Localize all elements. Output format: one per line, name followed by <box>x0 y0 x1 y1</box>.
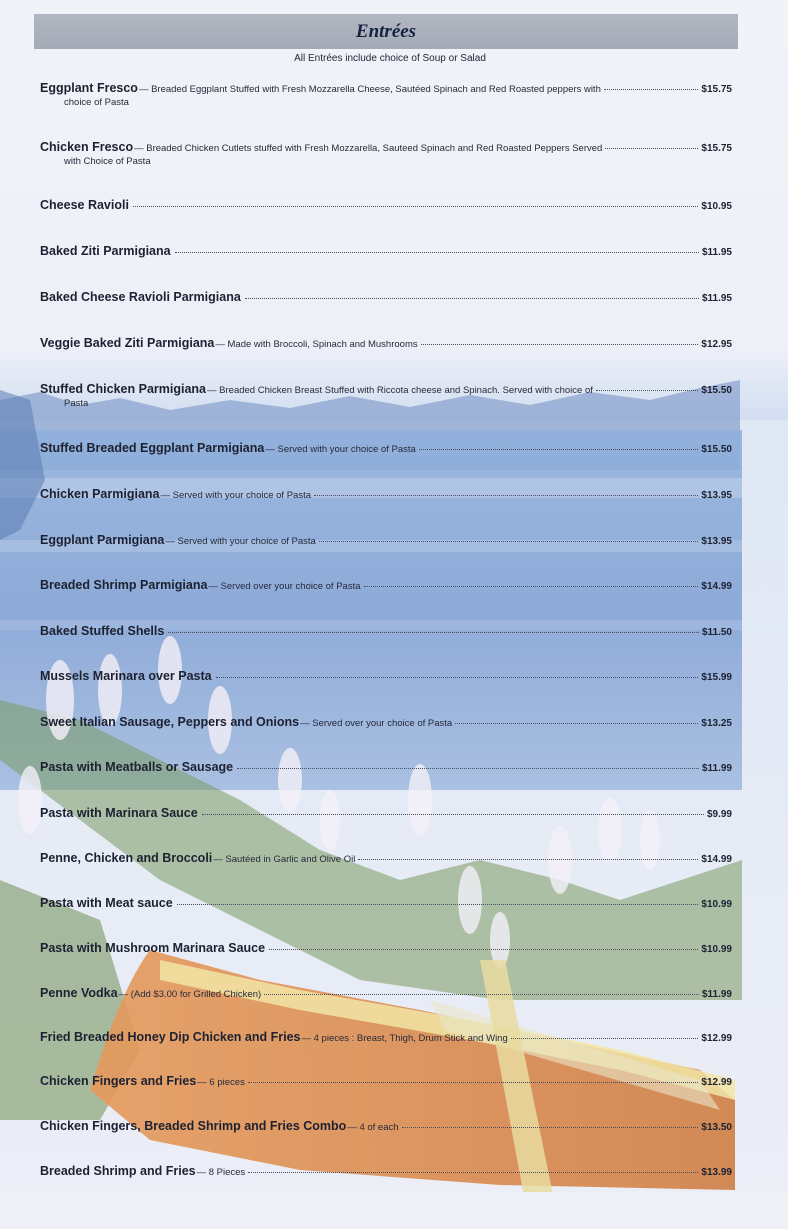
item-description: — Sautéed in Garlic and Olive Oil <box>213 854 356 865</box>
item-description-continued: with Choice of Pasta <box>64 156 151 167</box>
dot-leader <box>245 297 699 299</box>
item-price: $14.99 <box>701 854 732 865</box>
dot-leader <box>402 1126 699 1128</box>
item-name: Pasta with Mushroom Marinara Sauce <box>40 941 266 955</box>
menu-item <box>40 441 732 455</box>
item-description: — Served with your choice of Pasta <box>160 490 311 501</box>
item-name: Eggplant Fresco <box>40 81 138 95</box>
item-description: — Made with Broccoli, Spinach and Mushrooms <box>215 339 418 350</box>
dot-leader <box>237 767 699 769</box>
item-price: $14.99 <box>701 581 732 592</box>
menu-item <box>40 336 732 350</box>
item-price: $11.99 <box>701 763 732 774</box>
item-description: — Breaded Chicken Breast Stuffed with Riccota cheese and Spinach. Served with choice of <box>207 385 593 396</box>
dot-leader <box>248 1081 699 1083</box>
item-description: — Served with your choice of Pasta <box>165 536 316 547</box>
dot-leader <box>175 251 699 253</box>
item-price: $13.50 <box>701 1122 732 1133</box>
item-name: Cheese Ravioli <box>40 198 129 212</box>
menu-item <box>40 578 732 592</box>
menu-item <box>40 533 732 547</box>
item-price: $11.95 <box>701 293 732 304</box>
menu-item <box>40 986 732 1000</box>
item-price: $12.99 <box>701 1077 732 1088</box>
item-name: Sweet Italian Sausage, Peppers and Onions <box>40 715 300 729</box>
page-subtitle: All Entrées include choice of Soup or Salad <box>294 53 486 64</box>
menu-item <box>40 806 732 820</box>
item-price: $10.99 <box>701 899 732 910</box>
item-name: Penne Vodka <box>40 986 118 1000</box>
dot-leader <box>455 722 698 724</box>
dot-leader <box>314 494 698 496</box>
dot-leader <box>216 676 699 678</box>
menu-item <box>40 760 732 774</box>
item-price: $11.95 <box>701 247 732 258</box>
menu-item <box>40 941 732 955</box>
dot-leader <box>133 205 698 207</box>
menu-item <box>40 140 732 167</box>
item-name: Fried Breaded Honey Dip Chicken and Fries <box>40 1030 301 1044</box>
item-description: — 6 pieces <box>197 1077 245 1088</box>
item-price: $13.95 <box>701 536 732 547</box>
item-name: Stuffed Chicken Parmigiana <box>40 382 207 396</box>
dot-leader <box>421 343 699 345</box>
title-bar <box>34 14 738 49</box>
item-price: $12.99 <box>701 1033 732 1044</box>
item-name: Mussels Marinara over Pasta <box>40 669 212 683</box>
menu-item <box>40 624 732 638</box>
item-price: $11.99 <box>701 989 732 1000</box>
item-price: $12.95 <box>701 339 732 350</box>
menu-item <box>40 1074 732 1088</box>
dot-leader <box>264 993 699 995</box>
item-price: $13.99 <box>701 1167 732 1178</box>
item-price: $10.95 <box>701 201 732 212</box>
item-name: Chicken Fresco <box>40 140 134 154</box>
dot-leader <box>511 1037 699 1039</box>
item-name: Breaded Shrimp and Fries <box>40 1164 196 1178</box>
item-name: Chicken Parmigiana <box>40 487 160 501</box>
dot-leader <box>269 948 698 950</box>
item-price: $9.99 <box>706 809 732 820</box>
item-description-continued: choice of Pasta <box>64 97 129 108</box>
item-name: Baked Ziti Parmigiana <box>40 244 171 258</box>
menu-item <box>40 81 732 108</box>
menu-item <box>40 715 732 729</box>
item-description: — Breaded Eggplant Stuffed with Fresh Mozzarella Cheese, Sautéed Spinach and Red Roasted peppers with <box>138 84 601 95</box>
item-price: $11.50 <box>701 627 732 638</box>
item-price: $15.50 <box>701 385 732 396</box>
dot-leader <box>358 858 698 860</box>
item-name: Penne, Chicken and Broccoli <box>40 851 213 865</box>
menu-item <box>40 198 732 212</box>
menu-item <box>40 896 732 910</box>
item-price: $10.99 <box>701 944 732 955</box>
dot-leader <box>248 1171 698 1173</box>
item-description: — Served with your choice of Pasta <box>265 444 416 455</box>
item-description: — 4 pieces : Breast, Thigh, Drum Stick and Wing <box>301 1033 508 1044</box>
item-name: Pasta with Meatballs or Sausage <box>40 760 234 774</box>
menu-item <box>40 1030 732 1044</box>
menu-item <box>40 1164 732 1178</box>
dot-leader <box>177 903 699 905</box>
item-price: $13.25 <box>701 718 732 729</box>
item-description: — Served over your choice of Pasta <box>300 718 453 729</box>
item-price: $13.95 <box>701 490 732 501</box>
item-price: $15.75 <box>701 84 732 95</box>
dot-leader <box>364 585 699 587</box>
item-name: Chicken Fingers, Breaded Shrimp and Fries Combo <box>40 1119 347 1133</box>
item-name: Pasta with Marinara Sauce <box>40 806 198 820</box>
menu-item <box>40 1119 732 1133</box>
menu-item <box>40 487 732 501</box>
item-name: Eggplant Parmigiana <box>40 533 165 547</box>
item-price: $15.50 <box>701 444 732 455</box>
item-name: Baked Cheese Ravioli Parmigiana <box>40 290 241 304</box>
dot-leader <box>596 389 699 391</box>
item-name: Veggie Baked Ziti Parmigiana <box>40 336 215 350</box>
item-name: Stuffed Breaded Eggplant Parmigiana <box>40 441 265 455</box>
item-name: Chicken Fingers and Fries <box>40 1074 197 1088</box>
item-description: — (Add $3.00 for Grilled Chicken) <box>118 989 262 1000</box>
dot-leader <box>168 631 699 633</box>
item-name: Baked Stuffed Shells <box>40 624 165 638</box>
item-description: — 8 Pieces <box>196 1167 246 1178</box>
menu-item <box>40 382 732 409</box>
item-price: $15.99 <box>701 672 732 683</box>
item-price: $15.75 <box>701 143 732 154</box>
item-description: — Breaded Chicken Cutlets stuffed with Fresh Mozzarella, Sauteed Spinach and Red Roasted Peppers Served <box>134 143 603 154</box>
dot-leader <box>202 813 704 815</box>
item-description: — 4 of each <box>347 1122 399 1133</box>
menu-item <box>40 244 732 258</box>
page-title: Entrées <box>355 20 417 42</box>
dot-leader <box>604 88 699 90</box>
item-name: Breaded Shrimp Parmigiana <box>40 578 208 592</box>
dot-leader <box>419 448 699 450</box>
item-description: — Served over your choice of Pasta <box>208 581 361 592</box>
dot-leader <box>319 540 699 542</box>
menu-item <box>40 851 732 865</box>
item-description-continued: Pasta <box>64 398 89 409</box>
menu-item <box>40 290 732 304</box>
menu-item <box>40 669 732 683</box>
dot-leader <box>605 147 698 149</box>
item-name: Pasta with Meat sauce <box>40 896 173 910</box>
